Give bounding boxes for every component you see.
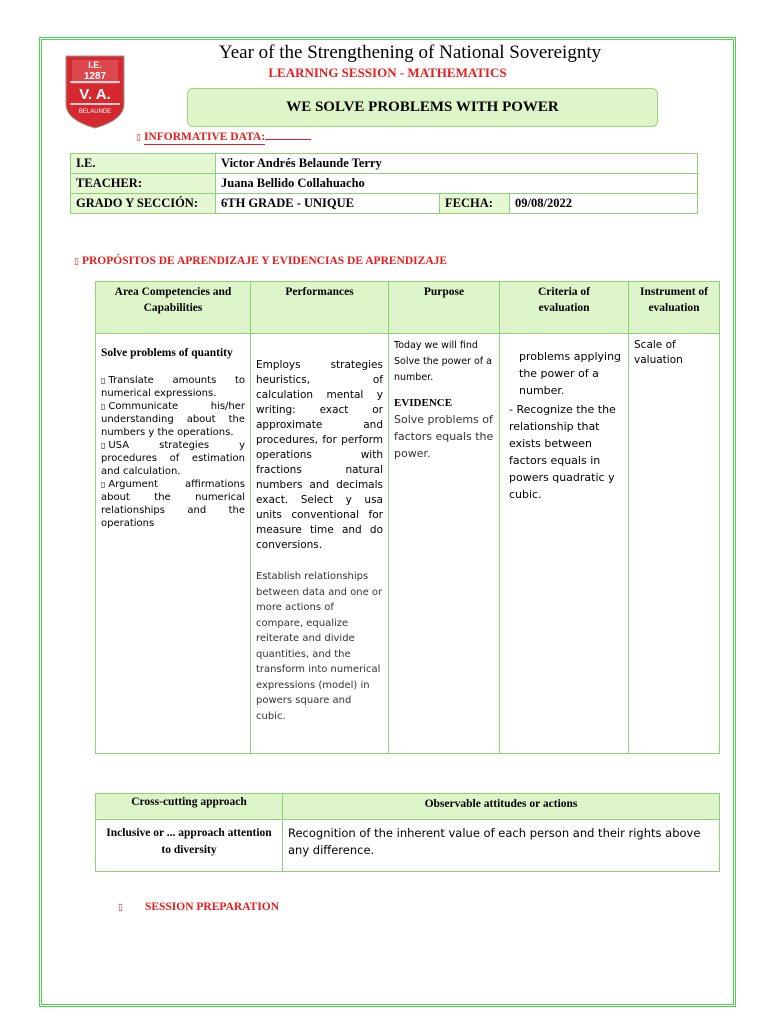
date-value: 09/08/2022 bbox=[510, 194, 698, 214]
header-instrument: Instrument of evaluation bbox=[629, 282, 720, 334]
purposes-table bbox=[95, 281, 720, 754]
bullet-icon: ▯ bbox=[74, 257, 79, 267]
table-row bbox=[71, 194, 698, 214]
ie-value: Victor Andrés Belaunde Terry bbox=[216, 154, 698, 174]
area-cell bbox=[96, 334, 251, 754]
header-area: Area Competencies and Capabilities bbox=[96, 282, 251, 334]
date-label: FECHA: bbox=[440, 194, 510, 214]
performances-cell bbox=[251, 334, 389, 754]
header-performances: Performances bbox=[251, 282, 389, 334]
header-purpose: Purpose bbox=[389, 282, 500, 334]
table-header-row bbox=[96, 794, 720, 820]
table-row bbox=[71, 154, 698, 174]
instrument-cell bbox=[629, 334, 720, 754]
bullet-icon: ▯ bbox=[101, 376, 106, 385]
criteria-text-2: - Recognize the the relationship that exists between factors equals in powers quadratic y cubic. bbox=[509, 403, 616, 501]
teacher-value: Juana Bellido Collahuacho bbox=[216, 174, 698, 194]
purpose-cell bbox=[389, 334, 500, 754]
logo-bottom-text: BELAUNDE bbox=[78, 109, 112, 115]
bullet-icon: ▯ bbox=[101, 480, 106, 489]
list-item: ▯ USA strategies y procedures of estimation and calculation. bbox=[101, 440, 245, 477]
school-logo bbox=[64, 54, 126, 130]
purposes-heading: ▯ PROPÓSITOS DE APRENDIZAJE Y EVIDENCIAS DE APRENDIZAJE bbox=[74, 255, 448, 267]
criteria-cell bbox=[500, 334, 629, 754]
performance-text-1: Employs strategies heuristics, of calculation mental y writing: exact or approximate and procedures, for perform operations with fractions natural numbers and decimals exact. Select y usa units conventional for measure time and do conversions. bbox=[256, 359, 383, 551]
grade-value: 6TH GRADE - UNIQUE bbox=[216, 194, 440, 214]
header-approach: Cross-cutting approach bbox=[96, 794, 283, 820]
logo-number: 1287 bbox=[83, 71, 107, 82]
instrument-text: Scale of valuation bbox=[634, 339, 683, 366]
table-row bbox=[71, 174, 698, 194]
page-title: Year of the Strengthening of National Sovereignty bbox=[218, 42, 602, 63]
evidence-label: EVIDENCE bbox=[394, 397, 453, 409]
bullet-icon: ▯ bbox=[136, 133, 141, 143]
evidence-text: Solve problems of factors equals the power. bbox=[394, 413, 494, 460]
session-prep-heading: ▯ SESSION PREPARATION bbox=[118, 901, 280, 913]
informative-heading: ▯ INFORMATIVE DATA: bbox=[136, 131, 311, 143]
performance-text-2: Establish relationships between data and one or more actions of compare, equalize reiterate and divide quantities, and the transform into numerical expressions (model) in powers square and cubic. bbox=[256, 571, 383, 722]
page-subtitle: LEARNING SESSION - MATHEMATICS bbox=[268, 65, 507, 80]
table-header-row bbox=[96, 282, 720, 334]
actions-cell: Recognition of the inherent value of each person and their rights above any difference. bbox=[283, 820, 720, 872]
logo-top-text: I.E. bbox=[88, 60, 102, 70]
approach-cell: Inclusive or ... approach attention to diversity bbox=[96, 820, 283, 872]
header-criteria: Criteria of evaluation bbox=[500, 282, 629, 334]
informative-table bbox=[70, 153, 698, 214]
purpose-intro: Today we will find Solve the power of a number. bbox=[394, 340, 492, 383]
bullet-icon: ▯ bbox=[101, 402, 106, 411]
table-row bbox=[96, 820, 720, 872]
list-item: ▯ Communicate his/her understanding about the numbers y the operations. bbox=[101, 401, 245, 438]
competency-title: Solve problems of quantity bbox=[101, 347, 233, 359]
bullet-icon: ▯ bbox=[118, 903, 123, 913]
ie-label: I.E. bbox=[71, 154, 216, 174]
header-actions: Observable attitudes or actions bbox=[283, 794, 720, 820]
list-item: ▯ Argument affirmations about the numerical relationships and the operations bbox=[101, 479, 245, 529]
list-item: ▯ Translate amounts to numerical expressions. bbox=[101, 375, 245, 399]
teacher-label: TEACHER: bbox=[71, 174, 216, 194]
grade-label: GRADO Y SECCIÓN: bbox=[71, 194, 216, 214]
bullet-icon: ▯ bbox=[101, 441, 106, 450]
capabilities-list bbox=[101, 374, 245, 530]
criteria-text-1: problems applying the power of a number. bbox=[519, 350, 622, 397]
cross-cutting-table bbox=[95, 793, 720, 872]
session-title: WE SOLVE PROBLEMS WITH POWER bbox=[187, 88, 658, 127]
logo-initials: V. A. bbox=[79, 86, 111, 103]
table-row bbox=[96, 334, 720, 754]
